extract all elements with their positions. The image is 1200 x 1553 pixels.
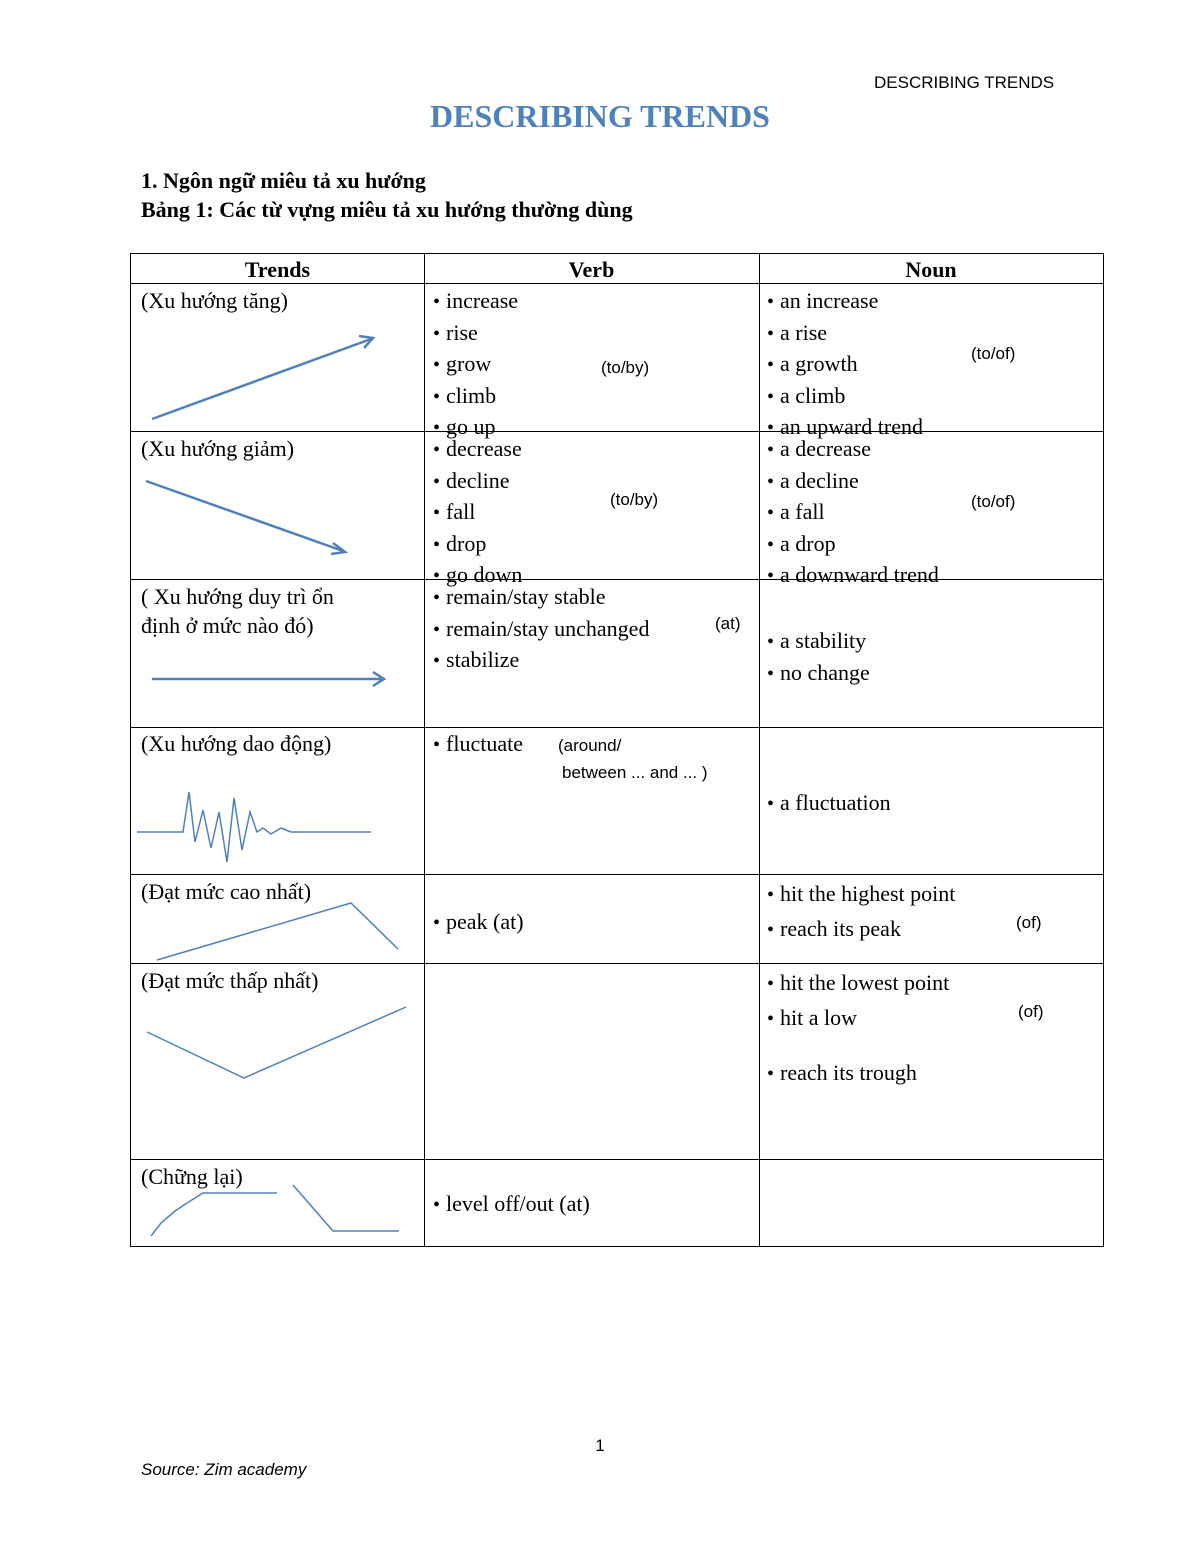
list-item: • a decline [767,466,939,498]
list-item: • hit the lowest point [767,966,949,1001]
list-item: • go down [433,560,522,592]
page-number: 1 [595,1436,605,1455]
noun-list-increase [767,286,923,444]
table-caption: Bảng 1: Các từ vựng miêu tả xu hướng thường dùng [141,197,633,222]
verb-list-decrease [433,434,522,592]
list-item: • a fall [767,497,939,529]
row-divider [131,1159,1103,1160]
list-item: • drop [433,529,522,561]
source-note: Source: Zim academy [141,1460,307,1479]
row-divider [131,963,1103,964]
trend-label-increase: (Xu hướng tăng) [141,288,288,313]
list-item: • remain/stay stable [433,582,649,614]
list-item: • an upward trend [767,412,923,444]
list-item: • decline [433,466,522,498]
list-item: • a growth [767,349,923,381]
column-divider [759,254,760,1246]
list-item: • remain/stay unchanged [433,614,649,646]
noun-list-fluctuate [767,788,891,820]
list-item: • a rise [767,318,923,350]
list-item: • fall [433,497,522,529]
fluctuation-line-icon [131,784,424,869]
noun-list-stable [767,626,870,689]
verb-list-peak [433,907,524,939]
list-item: • peak (at) [433,907,524,939]
verb-list-level-off [433,1189,590,1221]
noun-list-peak [767,877,955,947]
list-item: • level off/out (at) [433,1189,590,1221]
noun-preposition-note: (of) [1018,1002,1044,1021]
list-item: • increase [433,286,518,318]
trend-label-fluctuate: (Xu hướng dao động) [141,731,332,756]
list-item: • go up [433,412,518,444]
list-item: • rise [433,318,518,350]
section-heading: 1. Ngôn ngữ miêu tả xu hướng [141,168,426,193]
trends-table [130,253,1104,1247]
verb-list-increase [433,286,518,444]
noun-preposition-note: (of) [1016,913,1042,932]
column-divider [424,254,425,1246]
list-item: • hit a low [767,1001,949,1036]
row-divider [131,431,1103,432]
upward-arrow-icon [131,314,424,431]
page-title: DESCRIBING TRENDS [430,98,770,134]
list-item: • no change [767,658,870,690]
trend-label-peak: (Đạt mức cao nhất) [141,879,312,904]
running-header: DESCRIBING TRENDS [874,73,1055,92]
column-header-trends: Trends [244,257,311,282]
list-item: • a decrease [767,434,939,466]
noun-list-decrease [767,434,939,592]
trend-label-stable-line2: định ở mức nào đó) [141,613,314,638]
verb-preposition-note: between ... and ... ) [562,763,708,782]
list-item: • reach its trough [767,1056,949,1091]
trend-label-level-off: (Chững lại) [141,1164,243,1189]
column-header-verb: Verb [568,257,615,282]
list-item: • an increase [767,286,923,318]
downward-arrow-icon [131,464,424,564]
trend-label-trough: (Đạt mức thấp nhất) [141,968,319,993]
list-item: • a climb [767,381,923,413]
list-item: • a stability [767,626,870,658]
list-item: • decrease [433,434,522,466]
list-item: • fluctuate [433,729,523,761]
row-divider [131,727,1103,728]
noun-preposition-note: (to/of) [971,492,1016,511]
verb-preposition-note: (to/by) [601,358,650,377]
trend-label-decrease: (Xu hướng giảm) [141,436,295,461]
verb-preposition-note: (at) [715,614,741,633]
row-divider [131,579,1103,580]
peak-line-icon [131,894,424,962]
noun-list-trough [767,966,949,1091]
list-item: • climb [433,381,518,413]
trend-label-stable-line1: ( Xu hướng duy trì ổn [141,584,334,609]
row-divider [131,874,1103,875]
level-off-line-icon [131,1179,424,1239]
horizontal-arrow-icon [131,664,424,694]
trough-line-icon [131,994,424,1084]
list-item: • a downward trend [767,560,939,592]
noun-preposition-note: (to/of) [971,344,1016,363]
list-item: • hit the highest point [767,877,955,912]
column-header-noun: Noun [905,257,957,282]
verb-list-stable [433,582,649,677]
list-item: • a drop [767,529,939,561]
verb-preposition-note: (around/ [558,736,622,755]
list-item: • stabilize [433,645,649,677]
list-item: • a fluctuation [767,788,891,820]
list-item: • reach its peak [767,912,955,947]
verb-preposition-note: (to/by) [610,490,659,509]
verb-list-fluctuate [433,729,523,761]
list-item: • grow [433,349,518,381]
